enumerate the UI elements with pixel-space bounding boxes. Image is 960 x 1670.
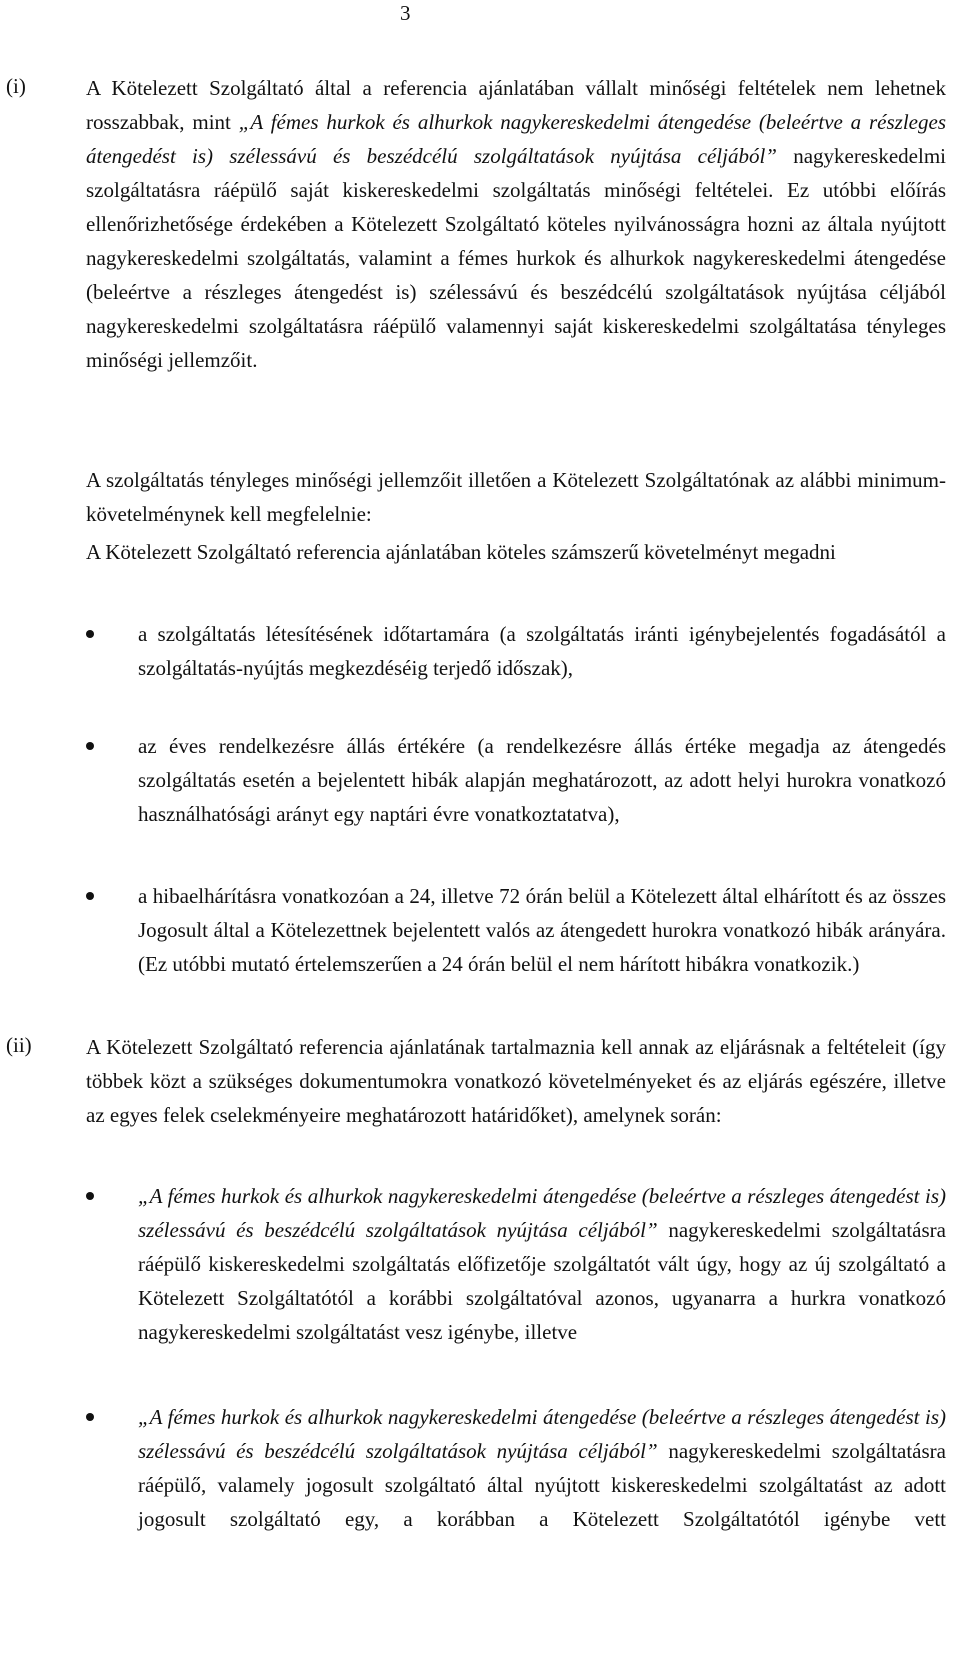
section-i-paragraph-3: A Kötelezett Szolgáltató referencia ajánlatában köteles számszerű követelményt megadni bbox=[86, 540, 836, 564]
section-i-bullet-3-text: a hibaelhárításra vonatkozóan a 24, illetve 72 órán belül a Kötelezett által elhárított és az összes Jogosult által a Kötelezettnek bejelentett valós az átengedett hurokra vonatkozó hibák arányára. (Ez utóbbi mutató értelemszerűen a 24 órán belül el nem hárított hibákra vonatkozik.) bbox=[138, 884, 946, 976]
bullet-dot-icon bbox=[86, 630, 94, 638]
bullet-dot-icon bbox=[86, 1192, 94, 1200]
section-ii-label: (ii) bbox=[6, 1033, 32, 1057]
section-i-bullet-2-text: az éves rendelkezésre állás értékére (a rendelkezésre állás értéke megadja az átengedés szolgáltatás esetén a bejelentett hibák alapján meghatározott, az adott helyi hurokra vonatkozó használhatósági arányt egy naptári évre vonatkoztatatva), bbox=[138, 734, 946, 826]
section-i-bullet-1-text: a szolgáltatás létesítésének időtartamára (a szolgáltatás iránti igénybejelentés fogadásától a szolgáltatás-nyújtás megkezdéséig terjedő időszak), bbox=[138, 622, 946, 680]
section-i-label: (i) bbox=[6, 74, 26, 98]
section-i-paragraph-2: A szolgáltatás tényleges minőségi jellemzőit illetően a Kötelezett Szolgáltatónak az alábbi minimum-követelménynek kell megfelelnie: bbox=[86, 468, 946, 526]
section-ii-bullet-1-text bbox=[138, 1179, 946, 1349]
bullet-dot-icon bbox=[86, 1413, 94, 1421]
section-ii-bullet-2-text bbox=[138, 1400, 946, 1536]
page-number: 3 bbox=[400, 1, 411, 25]
section-i-paragraph-1 bbox=[86, 71, 946, 377]
section-ii-bullet-1-italic: „A fémes hurkok és alhurkok nagykereskedelmi átengedése (beleértve a részleges átengedést is) szélessávú és beszédcélú szolgáltatások nyújtása céljából” bbox=[138, 1184, 946, 1242]
section-i-para1-suffix: nagykereskedelmi szolgáltatásra ráépülő saját kiskereskedelmi szolgáltatás minőségi feltételei. Ez utóbbi előírás ellenőrizhetősége érdekében a Kötelezett Szolgáltató köteles nyilvánosságra hozni az általa nyújtott nagykereskedelmi szolgáltatás, valamint a fémes hurkok és alhurkok nagykereskedelmi átengedése (beleértve a részleges átengedést is) szélessávú és beszédcélú szolgáltatások nyújtása céljából nagykereskedelmi szolgáltatásra ráépülő valamennyi saját kiskereskedelmi szolgáltatása tényleges minőségi jellemzőit. bbox=[86, 144, 946, 372]
bullet-dot-icon bbox=[86, 742, 94, 750]
section-ii-bullet-2-rest: nagykereskedelmi szolgáltatásra ráépülő, valamely jogosult szolgáltató által nyújtott kiskereskedelmi szolgáltatást az adott jogosult szolgáltató egy, a korábban a Kötelezett Szolgáltatótól igénybe vett bbox=[138, 1439, 946, 1531]
bullet-dot-icon bbox=[86, 892, 94, 900]
section-ii-paragraph-1: A Kötelezett Szolgáltató referencia ajánlatának tartalmaznia kell annak az eljárásnak a feltételeit (így többek közt a szükséges dokumentumokra vonatkozó követelményeket és az eljárás egészére, illetve az egyes felek cselekményeire meghatározott határidőket), amelynek során: bbox=[86, 1035, 946, 1127]
section-i-para1-prefix: A Kötelezett Szolgáltató által a referencia ajánlatában vállalt minőségi feltételek nem lehetnek rosszabbak, mint bbox=[86, 76, 946, 134]
section-i-para1-italic: „A fémes hurkok és alhurkok nagykereskedelmi átengedése (beleértve a részleges átengedést is) szélessávú és beszédcélú szolgáltatások nyújtása céljából” bbox=[86, 110, 946, 168]
section-ii-bullet-1-rest: nagykereskedelmi szolgáltatásra ráépülő kiskereskedelmi szolgáltatás előfizetője szolgáltatót vált úgy, hogy az új szolgáltató a Kötelezett Szolgáltatótól a korábbi szolgáltatóval azonos, ugyanarra a hurkra vonatkozó nagykereskedelmi szolgáltatást vesz igénybe, illetve bbox=[138, 1218, 946, 1344]
section-ii-bullet-2-italic: „A fémes hurkok és alhurkok nagykereskedelmi átengedése (beleértve a részleges átengedést is) szélessávú és beszédcélú szolgáltatások nyújtása céljából” bbox=[138, 1405, 946, 1463]
